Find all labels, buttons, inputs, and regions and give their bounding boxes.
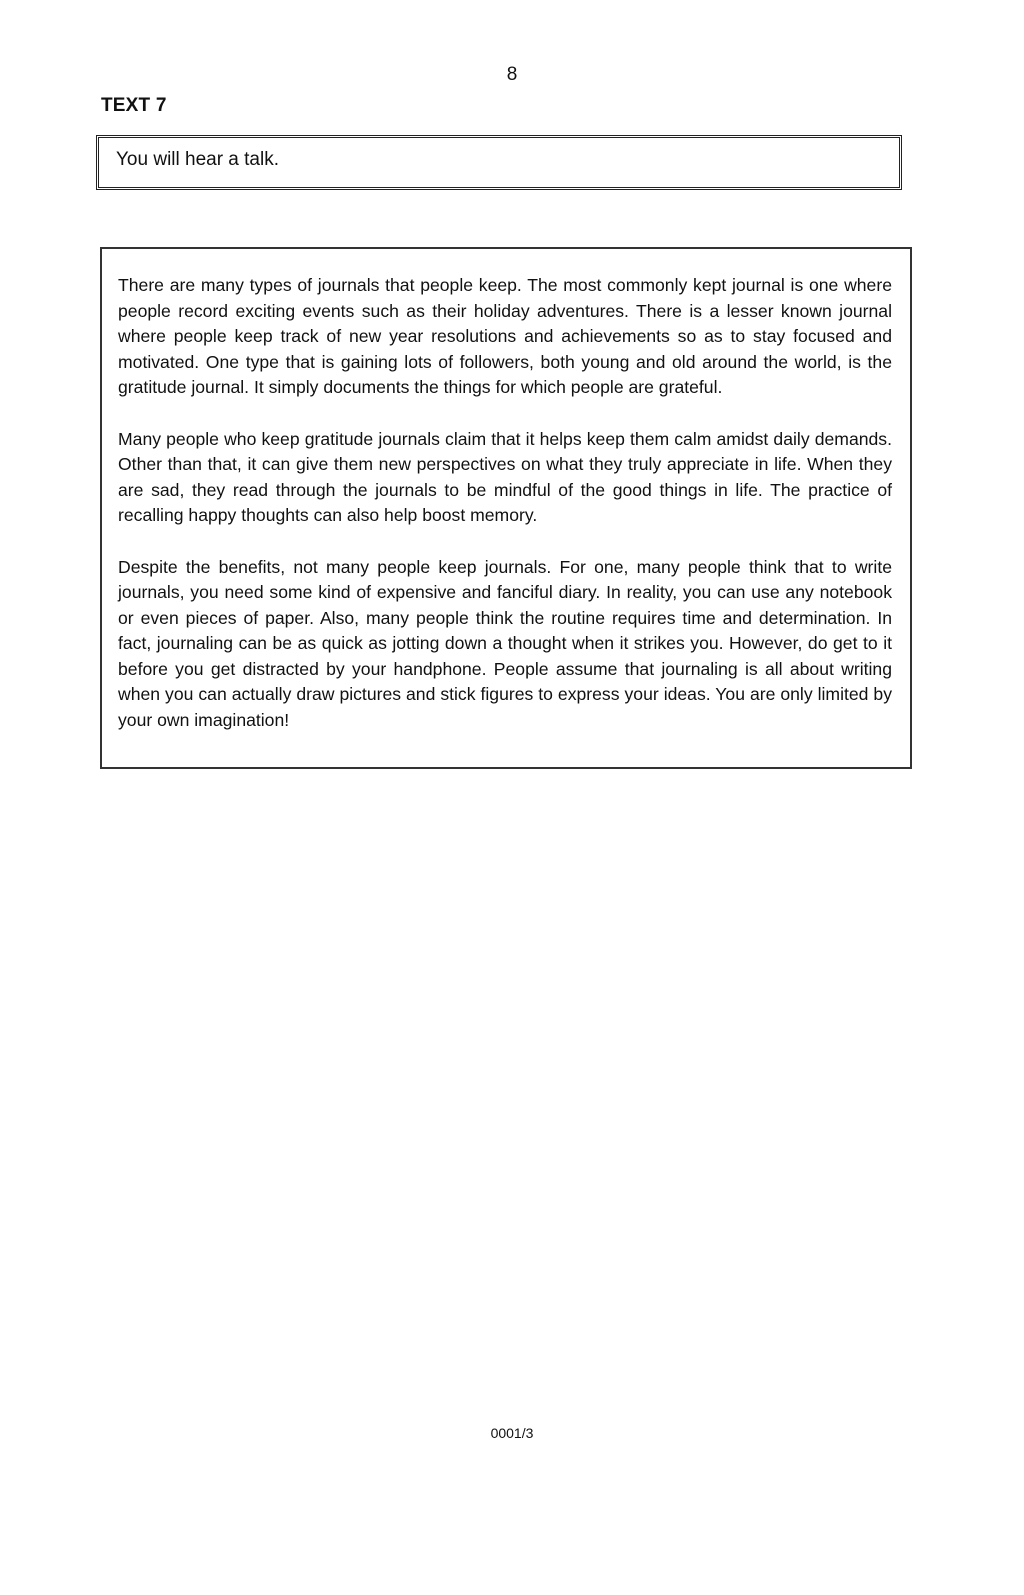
text-heading: TEXT 7	[101, 95, 167, 116]
passage-box	[100, 247, 912, 769]
footer-code: 0001/3	[490, 1425, 534, 1441]
instruction-text: You will hear a talk.	[116, 149, 280, 170]
passage-paragraph-1: There are many types of journals that people keep. The most commonly kept journal is one where people record exciting events such as their holiday adventures. There is a lesser known journal where people keep track of new year resolutions and achievements so as to stay focused and motivated. One type that is gaining lots of followers, both young and old around the world, is the gratitude journal. It simply documents the things for which people are grateful.	[118, 275, 892, 397]
passage-paragraph-3: Despite the benefits, not many people keep journals. For one, many people think that to write journals, you need some kind of expensive and fanciful diary. In reality, you can use any notebook or even pieces of paper. Also, many people think the routine requires time and determination. In fact, journaling can be as quick as jotting down a thought when it strikes you. However, do get to it before you get distracted by your handphone. People assume that journaling is all about writing when you can actually draw pictures and stick figures to express your ideas. You are only limited by your own imagination!	[118, 556, 892, 730]
instruction-box	[96, 135, 902, 190]
passage-paragraph-2: Many people who keep gratitude journals claim that it helps keep them calm amidst daily demands. Other than that, it can give them new perspectives on what they truly appreciate in life. When they are sad, they read through the journals to be mindful of the good things in life. The practice of recalling happy thoughts can also help boost memory.	[118, 428, 892, 525]
page-number: 8	[506, 64, 518, 85]
